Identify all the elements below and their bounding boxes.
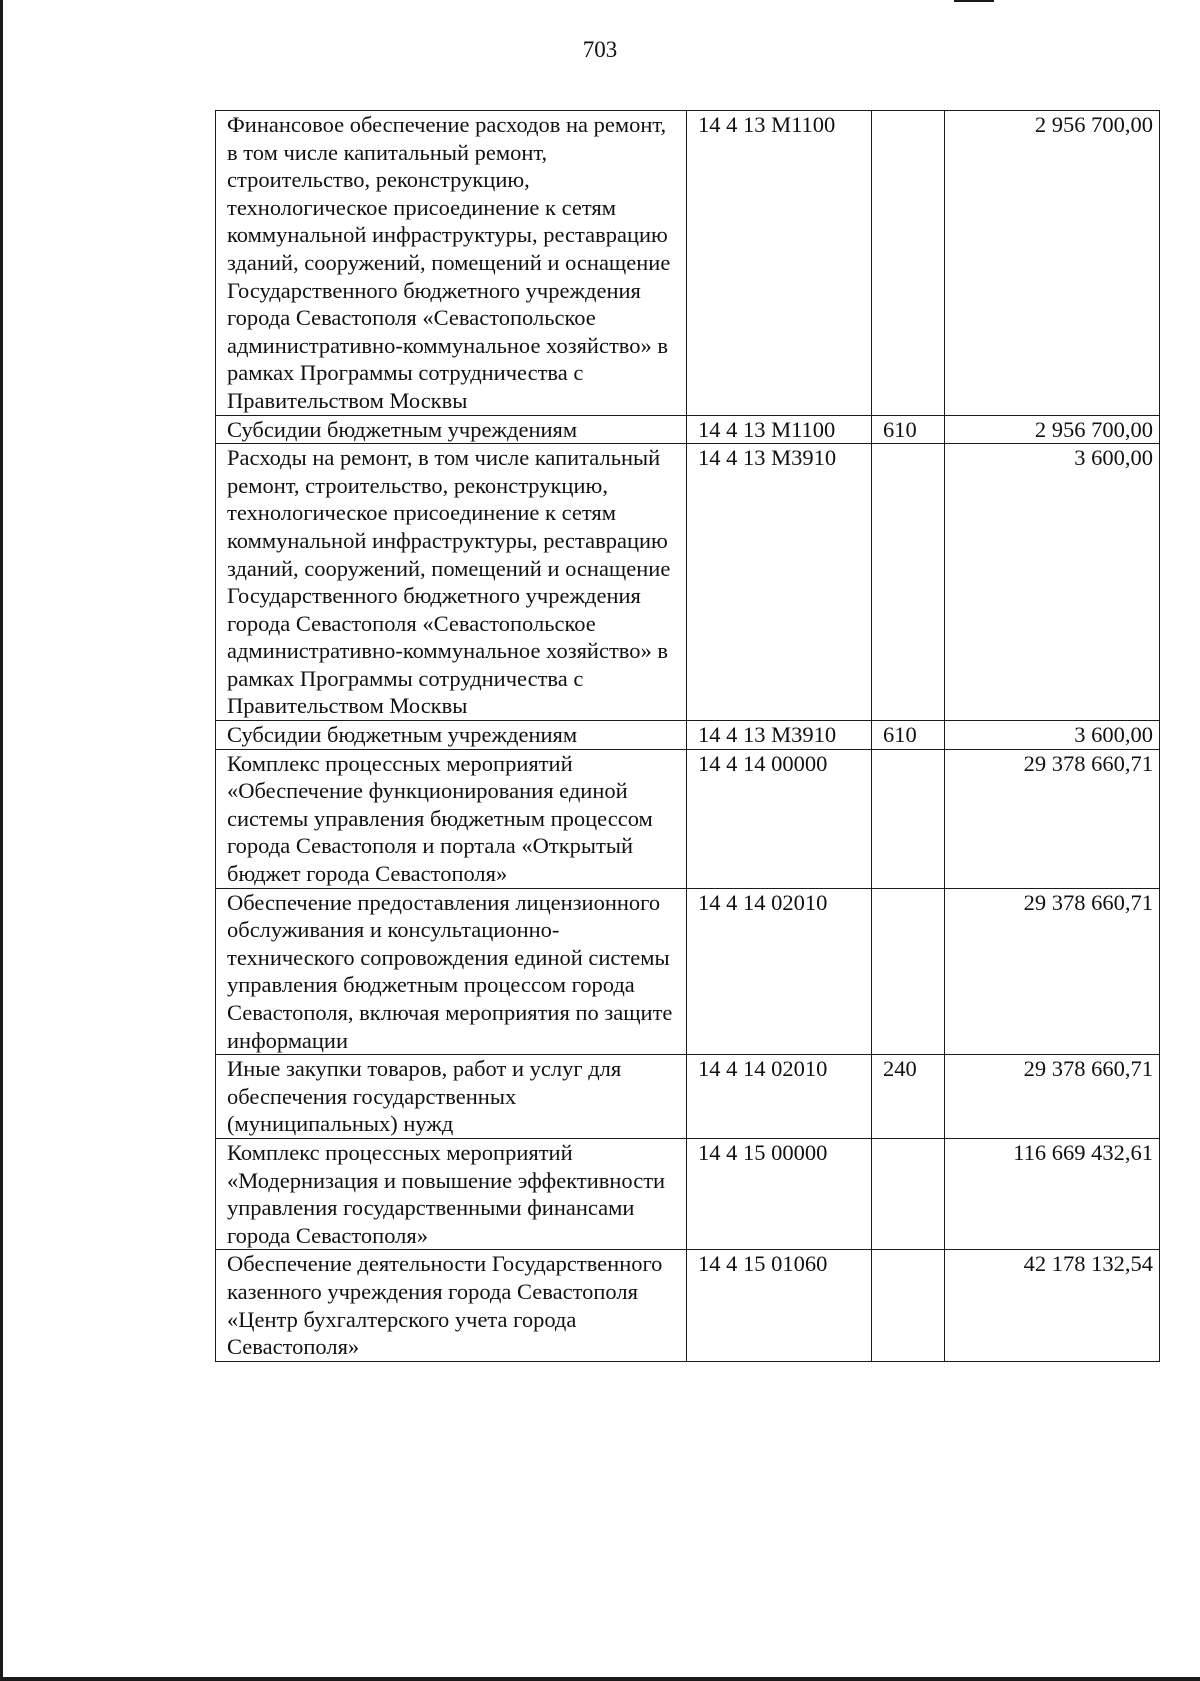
row-sum: 2 956 700,00 [945,111,1160,416]
row-sum: 3 600,00 [945,444,1160,721]
page-number: 703 [582,37,618,62]
row-code: 14 4 15 01060 [687,1250,872,1361]
row-name: Обеспечение предоставления лицензионного обслуживания и консультационно-технического сопровождения единой системы управления бюджетным процессом города Севастополя, включая мероприятия по защите информации [216,888,687,1055]
row-expense-type [872,111,945,416]
table-row [216,888,1160,1055]
row-sum: 29 378 660,71 [945,749,1160,888]
row-name: Субсидии бюджетным учреждениям [216,721,687,750]
table-row [216,749,1160,888]
row-sum: 29 378 660,71 [945,1055,1160,1139]
row-code: 14 4 13 М3910 [687,444,872,721]
table-row [216,1055,1160,1139]
row-name: Расходы на ремонт, в том числе капитальный ремонт, строительство, реконструкцию, технологическое присоединение к сетям коммунальной инфраструктуры, реставрацию зданий, сооружений, помещений и оснащение Государственного бюджетного учреждения города Севастополя «Севастопольское административно-коммунальное хозяйство» в рамках Программы сотрудничества с Правительством Москвы [216,444,687,721]
row-expense-type [872,444,945,721]
row-name: Комплекс процессных мероприятий «Обеспечение функционирования единой системы управления бюджетным процессом города Севастополя и портала «Открытый бюджет города Севастополя» [216,749,687,888]
table-row [216,1250,1160,1361]
scan-edge-bottom [0,1677,1200,1681]
row-name: Субсидии бюджетным учреждениям [216,415,687,444]
table-row [216,1138,1160,1249]
scan-edge-left [0,0,3,1681]
row-expense-type [872,1250,945,1361]
row-expense-type [872,749,945,888]
table-row [216,721,1160,750]
row-expense-type: 610 [872,721,945,750]
row-expense-type: 610 [872,415,945,444]
table-row [216,111,1160,416]
row-sum: 2 956 700,00 [945,415,1160,444]
table-row [216,415,1160,444]
row-sum: 116 669 432,61 [945,1138,1160,1249]
row-code: 14 4 14 02010 [687,1055,872,1139]
row-code: 14 4 15 00000 [687,1138,872,1249]
row-name: Финансовое обеспечение расходов на ремонт, в том числе капитальный ремонт, строительство, реконструкцию, технологическое присоединение к сетям коммунальной инфраструктуры, реставрацию зданий, сооружений, помещений и оснащение Государственного бюджетного учреждения города Севастополя «Севастопольское административно-коммунальное хозяйство» в рамках Программы сотрудничества с Правительством Москвы [216,111,687,416]
row-sum: 42 178 132,54 [945,1250,1160,1361]
row-sum: 29 378 660,71 [945,888,1160,1055]
row-name: Иные закупки товаров, работ и услуг для обеспечения государственных (муниципальных) нужд [216,1055,687,1139]
budget-table [215,110,1160,1362]
row-expense-type [872,888,945,1055]
row-code: 14 4 13 М1100 [687,111,872,416]
row-code: 14 4 14 00000 [687,749,872,888]
row-expense-type: 240 [872,1055,945,1139]
row-name: Обеспечение деятельности Государственного казенного учреждения города Севастополя «Центр бухгалтерского учета города Севастополя» [216,1250,687,1361]
table-row [216,444,1160,721]
row-code: 14 4 13 М3910 [687,721,872,750]
row-code: 14 4 14 02010 [687,888,872,1055]
row-name: Комплекс процессных мероприятий «Модернизация и повышение эффективности управления государственными финансами города Севастополя» [216,1138,687,1249]
row-sum: 3 600,00 [945,721,1160,750]
row-expense-type [872,1138,945,1249]
scan-mark-top [954,0,994,2]
row-code: 14 4 13 М1100 [687,415,872,444]
